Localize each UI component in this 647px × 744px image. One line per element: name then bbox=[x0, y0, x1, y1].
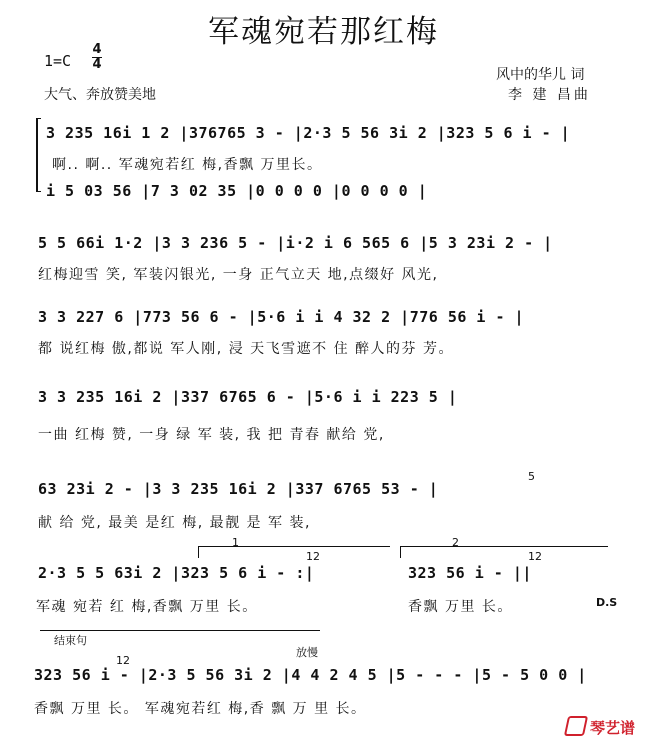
system1-voice2-notes: i 5 03 56 |7 3 02 35 |0 0 0 0 |0 0 0 0 | bbox=[46, 182, 428, 200]
system1-lyrics: 啊.. 啊.. 军魂宛若红 梅,香飘 万里长。 bbox=[52, 157, 323, 173]
system1-voice1-notes: 3 235 16i 1 2 |376765 3 - |2·3 5 56 3i 2 |323 5 6 i - | bbox=[46, 124, 571, 142]
system7-notes: 323 56 i - |2·3 5 56 3i 2 |4 4 2 4 5 |5 - - - |5 - 5 0 0 | bbox=[34, 666, 587, 684]
ending2-number: 2 bbox=[452, 536, 459, 549]
song-title: 军魂宛若那红梅 bbox=[208, 14, 439, 50]
ending1-number: 1 bbox=[232, 536, 239, 549]
time-signature-bottom: 4 bbox=[92, 57, 102, 72]
ritardando-mark: 放慢 bbox=[296, 646, 318, 659]
system5-lyrics: 献 给 党, 最美 是红 梅, 最靓 是 军 装, bbox=[38, 515, 311, 531]
coda-label: 结束句 bbox=[54, 634, 87, 647]
system6-notes-a: 2·3 5 5 63i 2 |323 5 6 i - :| bbox=[38, 564, 315, 582]
system6-lyrics-a: 军魂 宛若 红 梅,香飘 万里 长。 bbox=[36, 599, 258, 615]
system2-notes: 5 5 66i 1·2 |3 3 236 5 - |i·2 i 6 565 6 |5 3 23i 2 - | bbox=[38, 234, 553, 252]
system6-grace-note-b: 12 bbox=[528, 550, 542, 563]
system3-lyrics: 都 说红梅 傲,都说 军人刚, 浸 天飞雪遮不 住 醉人的芬 芳。 bbox=[38, 341, 455, 357]
logo-icon bbox=[564, 716, 588, 736]
system4-notes: 3 3 235 16i 2 |337 6765 6 - |5·6 i i 223 5 | bbox=[38, 388, 458, 406]
coda-section-line bbox=[40, 630, 320, 648]
system5-grace-note: 5 bbox=[528, 470, 535, 483]
lyricist-credit: 风中的华儿 词 bbox=[496, 67, 585, 83]
system-bracket bbox=[36, 118, 41, 192]
time-signature-top: 4 bbox=[92, 42, 102, 57]
system5-notes: 63 23i 2 - |3 3 235 16i 2 |337 6765 53 - | bbox=[38, 480, 439, 498]
system6-notes-b: 323 56 i - || bbox=[408, 564, 532, 582]
ending1-bracket bbox=[198, 546, 390, 547]
tempo-marking: 大气、奔放赞美地 bbox=[44, 87, 156, 103]
system7-lyrics: 香飘 万里 长。 军魂宛若红 梅,香 飘 万 里 长。 bbox=[34, 701, 367, 717]
key-signature: 1=C bbox=[44, 52, 72, 70]
composer-credit: 李 建 昌曲 bbox=[508, 87, 591, 103]
ending1-bracket-left bbox=[198, 546, 199, 558]
logo-text: 琴艺谱 bbox=[589, 719, 635, 737]
site-logo bbox=[566, 716, 635, 738]
ending2-bracket-left bbox=[400, 546, 401, 558]
system3-notes: 3 3 227 6 |773 56 6 - |5·6 i i 4 32 2 |776 56 i - | bbox=[38, 308, 525, 326]
dal-segno-mark: D.S bbox=[596, 596, 618, 609]
system6-grace-note-a: 12 bbox=[306, 550, 320, 563]
system6-lyrics-b: 香飘 万里 长。 bbox=[408, 599, 513, 615]
ending2-bracket bbox=[400, 546, 608, 547]
system2-lyrics: 红梅迎雪 笑, 军装闪银光, 一身 正气立天 地,点缀好 风光, bbox=[38, 267, 439, 283]
system4-lyrics: 一曲 红梅 赞, 一身 绿 军 装, 我 把 青春 献给 党, bbox=[38, 427, 385, 443]
time-signature bbox=[92, 44, 102, 71]
system7-grace-note: 12 bbox=[116, 654, 130, 667]
